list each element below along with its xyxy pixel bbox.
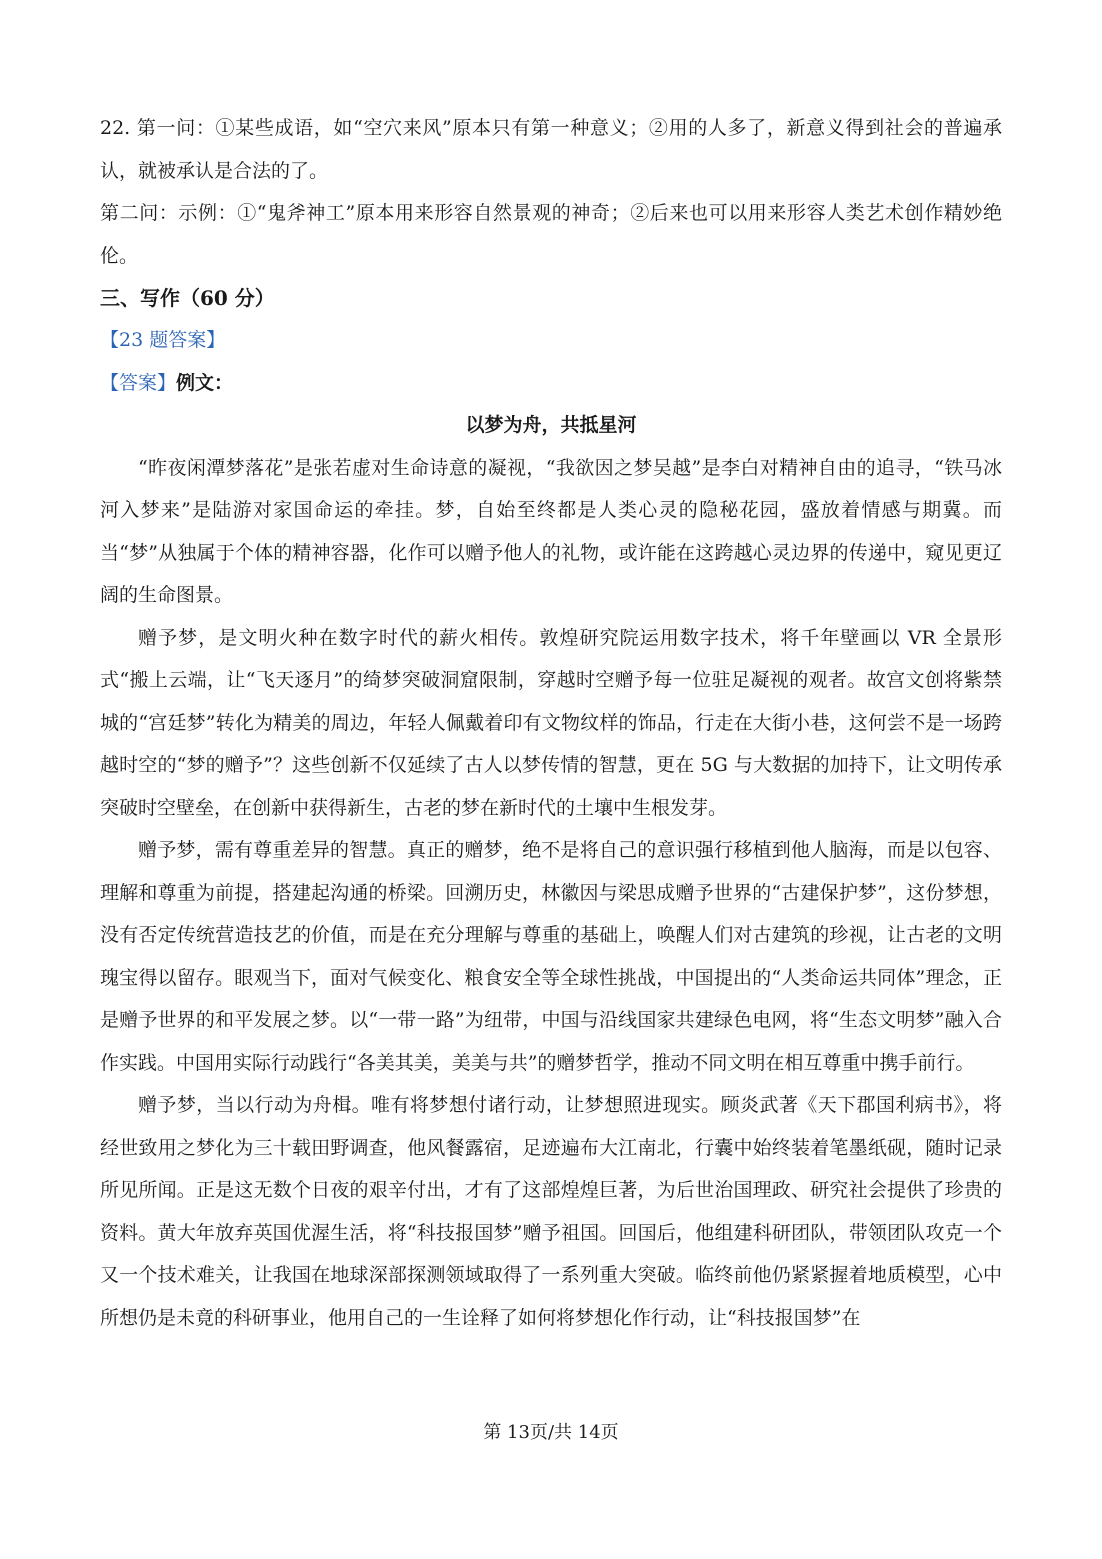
page-footer: 第 13页/共 14页 <box>483 1422 619 1443</box>
q22-answer-part1: 22. 第一问：①某些成语，如“空穴来风”原本只有第一种意义；②用的人多了，新意义得到社会的普遍承认，就被承认是合法的了。 <box>100 117 1002 182</box>
essay-title: 以梦为舟，共抵星河 <box>465 414 637 436</box>
answer-tag: 【答案】 <box>100 371 177 394</box>
essay-paragraph: 赠予梦，是文明火种在数字时代的薪火相传。敦煌研究院运用数字技术，将千年壁画以 VR 全景形式“搬上云端，让“飞天逐月”的绮梦突破洞窟限制，穿越时空赠予每一位驻足凝视的观者。故宫文创将紫禁城的“宫廷梦”转化为精美的周边，年轻人佩戴着印有文物纹样的饰品，行走在大街小巷，这何尝不是一场跨越时空的“梦的赠予”？这些创新不仅延续了古人以梦传情的智慧，更在 5G 与大数据的加持下，让文明传承突破时空壁垒，在创新中获得新生，古老的梦在新时代的土壤中生根发芽。 <box>100 626 1002 819</box>
essay-paragraph: 赠予梦，当以行动为舟楫。唯有将梦想付诸行动，让梦想照进现实。顾炎武著《天下郡国利病书》，将经世致用之梦化为三十载田野调查，他风餐露宿，足迹遍布大江南北，行囊中始终装着笔墨纸砚，随时记录所见所闻。正是这无数个日夜的艰辛付出，才有了这部煌煌巨著，为后世治国理政、研究社会提供了珍贵的资料。黄大年放弃英国优渥生活，将“科技报国梦”赠予祖国。回国后，他组建科研团队，带领团队攻克一个又一个技术难关，让我国在地球深部探测领域取得了一系列重大突破。临终前他仍紧紧握着地质模型，心中所想仍是未竟的科研事业，他用自己的一生诠释了如何将梦想化作行动，让“科技报国梦”在 <box>100 1094 1002 1329</box>
q22-answer-part2: 第二问：示例：①“鬼斧神工”原本用来形容自然景观的神奇；②后来也可以用来形容人类艺术创作精妙绝伦。 <box>100 202 1002 267</box>
document-body <box>100 107 1002 1339</box>
section-heading-writing: 三、写作（60 分） <box>100 286 275 310</box>
essay-paragraph: “昨夜闲潭梦落花”是张若虚对生命诗意的凝视，“我欲因之梦吴越”是李白对精神自由的追寻，“铁马冰河入梦来”是陆游对家国命运的牵挂。梦，自始至终都是人类心灵的隐秘花园，盛放着情感与期冀。而当“梦”从独属于个体的精神容器，化作可以赠予他人的礼物，或许能在这跨越心灵边界的传递中，窥见更辽阔的生命图景。 <box>100 456 1002 606</box>
q23-tag: 【23 题答案】 <box>100 329 226 351</box>
answer-line <box>100 362 1002 405</box>
essay-paragraph: 赠予梦，需有尊重差异的智慧。真正的赠梦，绝不是将自己的意识强行移植到他人脑海，而是以包容、理解和尊重为前提，搭建起沟通的桥梁。回溯历史，林徽因与梁思成赠予世界的“古建保护梦”，这份梦想，没有否定传统营造技艺的价值，而是在充分理解与尊重的基础上，唤醒人们对古建筑的珍视，让古老的文明瑰宝得以留存。眼观当下，面对气候变化、粮食安全等全球性挑战，中国提出的“人类命运共同体”理念，正是赠予世界的和平发展之梦。以“一带一路”为纽带，中国与沿线国家共建绿色电网，将“生态文明梦”融入合作实践。中国用实际行动践行“各美其美，美美与共”的赠梦哲学，推动不同文明在相互尊重中携手前行。 <box>100 839 1002 1074</box>
answer-label: 例文： <box>176 371 234 394</box>
